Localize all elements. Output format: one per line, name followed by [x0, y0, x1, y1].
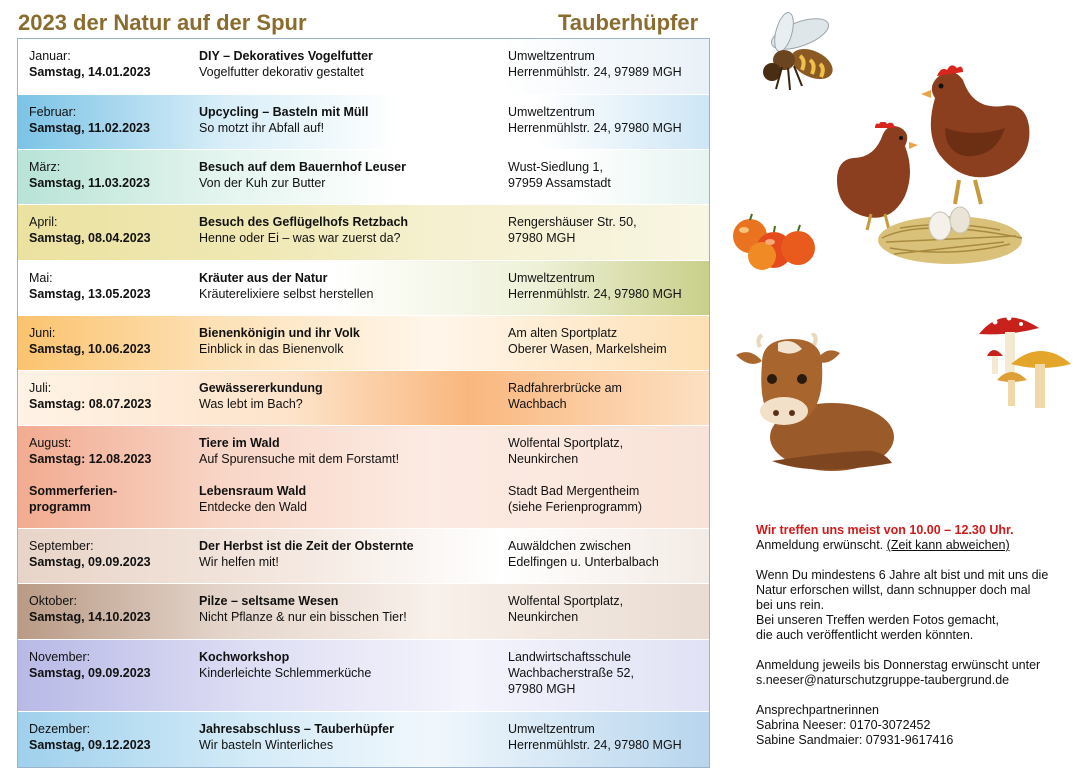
info-paragraph-line: bei uns rein.	[756, 598, 825, 612]
event-row-march	[18, 150, 709, 205]
event-row-february	[18, 95, 709, 150]
event-location: Wolfental Sportplatz,	[508, 436, 624, 450]
event-location: Umweltzentrum	[508, 49, 595, 63]
summer-program-label: Sommerferien-	[29, 484, 118, 498]
event-title: Lebensraum Wald	[199, 484, 307, 498]
event-address: (siehe Ferienprogramm)	[508, 500, 643, 514]
event-month: Mai:	[29, 271, 53, 285]
event-date: Samstag: 08.07.2023	[29, 397, 152, 411]
event-row-april	[18, 205, 709, 261]
event-date: Samstag, 10.06.2023	[29, 342, 151, 356]
event-date: Samstag, 09.12.2023	[29, 738, 151, 752]
event-location: Umweltzentrum	[508, 271, 595, 285]
mushrooms-icon	[975, 306, 1075, 416]
registration-note	[756, 538, 1081, 553]
apples-icon	[728, 212, 823, 272]
event-date: Samstag, 11.03.2023	[29, 176, 150, 190]
event-address: Edelfingen u. Unterbalbach	[508, 555, 659, 569]
event-row-november	[18, 640, 709, 712]
event-address: Herrenmühlstr. 24, 97980 MGH	[508, 738, 682, 752]
info-paragraph-line: Wenn Du mindestens 6 Jahre alt bist und mit uns die	[756, 568, 1049, 582]
event-title: Tiere im Wald	[199, 436, 280, 450]
time-may-vary-note: (Zeit kann abweichen)	[886, 538, 1010, 552]
event-description: Nicht Pflanze & nur ein bisschen Tier!	[199, 610, 407, 624]
registration-deadline: Anmeldung jeweils bis Donnerstag erwünscht unter	[756, 658, 1041, 672]
event-title: Bienenkönigin und ihr Volk	[199, 326, 360, 340]
event-month: Februar:	[29, 105, 77, 119]
event-title: Kräuter aus der Natur	[199, 271, 328, 285]
event-description: Kinderleichte Schlemmerküche	[199, 666, 372, 680]
contact-person: Sabine Sandmaier: 07931-9617416	[756, 733, 954, 747]
event-month: Oktober:	[29, 594, 77, 608]
event-title: Der Herbst ist die Zeit der Obsternte	[199, 539, 414, 553]
event-location: Wolfental Sportplatz,	[508, 594, 624, 608]
contact-person: Sabrina Neeser: 0170-3072452	[756, 718, 931, 732]
event-month: Dezember:	[29, 722, 91, 736]
event-title: DIY – Dekoratives Vogelfutter	[199, 49, 373, 63]
event-month: Juni:	[29, 326, 56, 340]
event-description: Henne oder Ei – was war zuerst da?	[199, 231, 401, 245]
nest-with-eggs-icon	[870, 178, 1030, 273]
page-title: 2023 der Natur auf der Spur	[18, 10, 307, 35]
event-address: Herrenmühlstr. 24, 97980 MGH	[508, 121, 682, 135]
event-title: Gewässererkundung	[199, 381, 323, 395]
event-postcode: 97980 MGH	[508, 682, 576, 696]
event-date: Samstag, 14.01.2023	[29, 65, 151, 79]
info-paragraph-line: Bei unseren Treffen werden Fotos gemacht,	[756, 613, 999, 627]
event-month: August:	[29, 436, 72, 450]
event-row-december	[18, 712, 709, 767]
event-row-september	[18, 529, 709, 584]
event-description: Kräuterelixiere selbst herstellen	[199, 287, 374, 301]
event-title: Besuch des Geflügelhofs Retzbach	[199, 215, 409, 229]
event-month: Januar:	[29, 49, 71, 63]
event-description: So motzt ihr Abfall auf!	[199, 121, 325, 135]
event-location: Umweltzentrum	[508, 105, 595, 119]
event-address: Wachbach	[508, 397, 567, 411]
registration-text: Anmeldung erwünscht.	[756, 538, 887, 552]
info-paragraph-line: Natur erforschen willst, dann schnupper doch mal	[756, 583, 1031, 597]
event-title: Kochworkshop	[199, 650, 290, 664]
event-row-june	[18, 316, 709, 371]
event-date: Samstag, 08.04.2023	[29, 231, 151, 245]
event-date: Samstag, 14.10.2023	[29, 610, 151, 624]
event-month: November:	[29, 650, 91, 664]
event-month: Juli:	[29, 381, 52, 395]
event-description: Wir basteln Winterliches	[199, 738, 334, 752]
contact-heading: Ansprechpartnerinnen	[756, 703, 879, 717]
meeting-time: Wir treffen uns meist von 10.00 – 12.30 Uhr.	[756, 523, 1014, 537]
event-description: Von der Kuh zur Butter	[199, 176, 326, 190]
event-row-january	[18, 39, 709, 95]
event-date: Samstag: 12.08.2023	[29, 452, 152, 466]
event-row-august	[18, 426, 709, 529]
event-address: Neunkirchen	[508, 610, 579, 624]
event-location: Radfahrerbrücke am	[508, 381, 622, 395]
event-address: Oberer Wasen, Markelsheim	[508, 342, 667, 356]
info-paragraph-line: die auch veröffentlicht werden könnten.	[756, 628, 974, 642]
event-row-may	[18, 261, 709, 316]
event-title: Pilze – seltsame Wesen	[199, 594, 339, 608]
event-address: 97959 Assamstadt	[508, 176, 611, 190]
cow-icon	[722, 333, 902, 483]
event-title: Besuch auf dem Bauernhof Leuser	[199, 160, 406, 174]
event-address: Neunkirchen	[508, 452, 579, 466]
event-location: Umweltzentrum	[508, 722, 595, 736]
bee-icon	[752, 12, 847, 97]
event-title: Upcycling – Basteln mit Müll	[199, 105, 369, 119]
event-month: März:	[29, 160, 61, 174]
summer-program-label-cont: programm	[29, 500, 91, 514]
event-date: Samstag, 11.02.2023	[29, 121, 150, 135]
event-date: Samstag, 13.05.2023	[29, 287, 151, 301]
event-address: Herrenmühlstr. 24, 97989 MGH	[508, 65, 682, 79]
event-month: September:	[29, 539, 94, 553]
event-location: Landwirtschaftsschule	[508, 650, 631, 664]
event-date: Samstag, 09.09.2023	[29, 666, 151, 680]
event-location: Stadt Bad Mergentheim	[508, 484, 640, 498]
event-table	[17, 38, 710, 768]
event-description: Entdecke den Wald	[199, 500, 307, 514]
event-row-july	[18, 371, 709, 426]
event-location: Rengershäuser Str. 50,	[508, 215, 637, 229]
event-description: Was lebt im Bach?	[199, 397, 303, 411]
contact-email[interactable]: s.neeser@naturschutzgruppe-taubergrund.de	[756, 673, 1010, 687]
event-description: Auf Spurensuche mit dem Forstamt!	[199, 452, 400, 466]
event-description: Vogelfutter dekorativ gestaltet	[199, 65, 364, 79]
group-name: Tauberhüpfer	[558, 10, 699, 35]
event-address: Wachbacherstraße 52,	[508, 666, 634, 680]
event-location: Auwäldchen zwischen	[508, 539, 631, 553]
event-location: Wust-Siedlung 1,	[508, 160, 603, 174]
event-row-october	[18, 584, 709, 640]
event-address: 97980 MGH	[508, 231, 576, 245]
event-month: April:	[29, 215, 58, 229]
event-description: Wir helfen mit!	[199, 555, 279, 569]
event-title: Jahresabschluss – Tauberhüpfer	[199, 722, 394, 736]
event-date: Samstag, 09.09.2023	[29, 555, 151, 569]
event-location: Am alten Sportplatz	[508, 326, 618, 340]
event-description: Einblick in das Bienenvolk	[199, 342, 344, 356]
info-block	[756, 523, 1081, 748]
event-address: Herrenmühlstr. 24, 97980 MGH	[508, 287, 682, 301]
